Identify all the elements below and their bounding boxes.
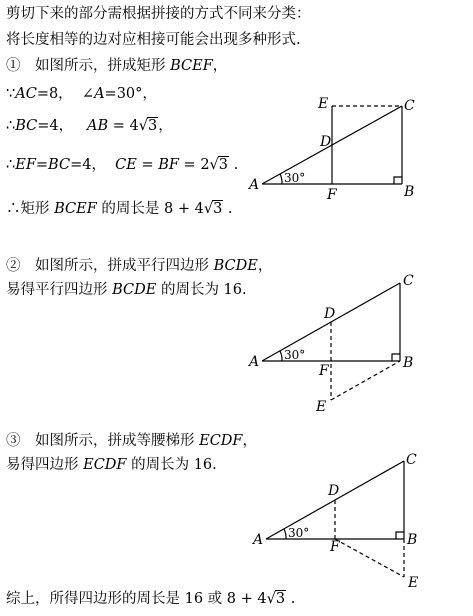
- angle-value: =30°，: [104, 86, 157, 102]
- conclusion-shape: BCEF: [54, 201, 97, 217]
- segment-bc: BC: [15, 118, 38, 134]
- angle-label: 30°: [284, 171, 306, 185]
- case3-heading-end: ，: [242, 433, 257, 449]
- bf-end: .: [229, 157, 239, 173]
- segment-ce: CE: [115, 157, 137, 173]
- angle-label: 30°: [284, 348, 306, 362]
- case2-heading-text: ② 如图所示，拼成平行四边形: [6, 258, 214, 274]
- angle-arc: [284, 529, 286, 539]
- segment-bc: BC: [48, 157, 71, 173]
- point-label-d: D: [328, 483, 340, 499]
- angle-a: A: [94, 86, 105, 102]
- point-label-b: B: [407, 532, 418, 548]
- figure-3: [266, 461, 404, 577]
- case1-heading-text: ① 如图所示，拼成矩形: [6, 58, 171, 74]
- angle-arc: [280, 174, 282, 184]
- sqrt-sign: √: [138, 118, 148, 134]
- point-label-b: B: [404, 184, 415, 200]
- case3-result-shape: ECDF: [83, 457, 127, 473]
- ab-radicand: 3: [147, 118, 158, 134]
- segment-eb-dashed: [331, 361, 400, 400]
- angle-symbol: ∠: [81, 86, 95, 102]
- summary-radicand: 3: [275, 591, 286, 607]
- segment-fe-dashed: [335, 539, 404, 577]
- segment-ab: AB: [86, 118, 109, 134]
- bf-equals: = 2: [178, 157, 210, 173]
- conclusion-end: .: [223, 201, 233, 217]
- sqrt-sign: √: [203, 201, 214, 217]
- intro-line-2: 将长度相等的边对应相接可能会出现多种形式.: [6, 32, 301, 48]
- bf-radicand: 3: [218, 157, 229, 173]
- point-label-a: A: [249, 177, 260, 193]
- point-label-f: F: [330, 539, 340, 555]
- figure-1: [262, 106, 402, 184]
- point-label-a: A: [249, 354, 260, 370]
- sqrt-sign: √: [209, 157, 219, 173]
- angle-arc: [280, 351, 282, 361]
- point-label-c: C: [403, 273, 414, 289]
- point-label-f: F: [327, 187, 337, 203]
- angle-label: 30°: [288, 526, 310, 540]
- point-label-a: A: [253, 532, 264, 548]
- ef-eq: =: [35, 157, 49, 173]
- figure-2: [262, 283, 400, 400]
- ac-value: =8，: [36, 86, 73, 102]
- point-label-c: C: [406, 452, 417, 468]
- case3-result-pre: 易得四边形: [6, 457, 84, 473]
- case3-shape-name: ECDF: [199, 433, 243, 449]
- ce-equals: =: [136, 157, 159, 173]
- case2-heading-end: ，: [257, 258, 273, 274]
- ab-equals: = 4: [108, 118, 139, 134]
- conclusion-radicand: 3: [213, 201, 223, 217]
- right-angle-mark: [396, 532, 404, 539]
- right-angle-mark: [394, 177, 402, 184]
- segment-bf: BF: [158, 157, 179, 173]
- summary-end: .: [286, 591, 296, 607]
- therefore-symbol: ∴: [6, 201, 21, 217]
- therefore-symbol: ∴: [6, 118, 16, 134]
- case2-result-pre: 易得平行四边形: [6, 282, 113, 298]
- case2-result-shape: BCDE: [112, 282, 157, 298]
- point-label-e: E: [408, 575, 419, 591]
- segment-ef: EF: [15, 157, 36, 173]
- case1-heading-end: ，: [212, 58, 228, 74]
- point-label-e: E: [318, 96, 329, 112]
- point-label-e: E: [316, 399, 327, 415]
- case2-shape-name: BCDE: [213, 258, 258, 274]
- therefore-symbol: ∴: [6, 157, 16, 173]
- segment-ac: AC: [15, 86, 37, 102]
- summary-pre: 综上，所得四边形的周长是 16 或 8 + 4: [6, 591, 267, 607]
- ab-end: ，: [158, 118, 173, 134]
- point-label-d: D: [320, 134, 332, 150]
- case2-result-end: 的周长为 16.: [156, 282, 247, 298]
- conclusion-mid: 的周长是 8 + 4: [96, 201, 204, 217]
- case3-result-end: 的周长为 16.: [126, 457, 217, 473]
- bc-value: =4，: [37, 118, 74, 134]
- sqrt-sign: √: [266, 591, 276, 607]
- point-label-c: C: [404, 98, 415, 114]
- right-angle-mark: [392, 354, 400, 361]
- point-label-b: B: [403, 355, 414, 371]
- because-symbol: ∵: [6, 86, 16, 102]
- intro-line-1: 剪切下来的部分需根据拼接的方式不同来分类：: [6, 6, 311, 22]
- case1-shape-name: BCEF: [170, 58, 213, 74]
- point-label-d: D: [324, 306, 336, 322]
- case3-heading-text: ③ 如图所示，拼成等腰梯形: [6, 433, 200, 449]
- point-label-f: F: [319, 363, 329, 379]
- conclusion-pre: 矩形: [20, 201, 55, 217]
- ef-value: =4，: [70, 157, 106, 173]
